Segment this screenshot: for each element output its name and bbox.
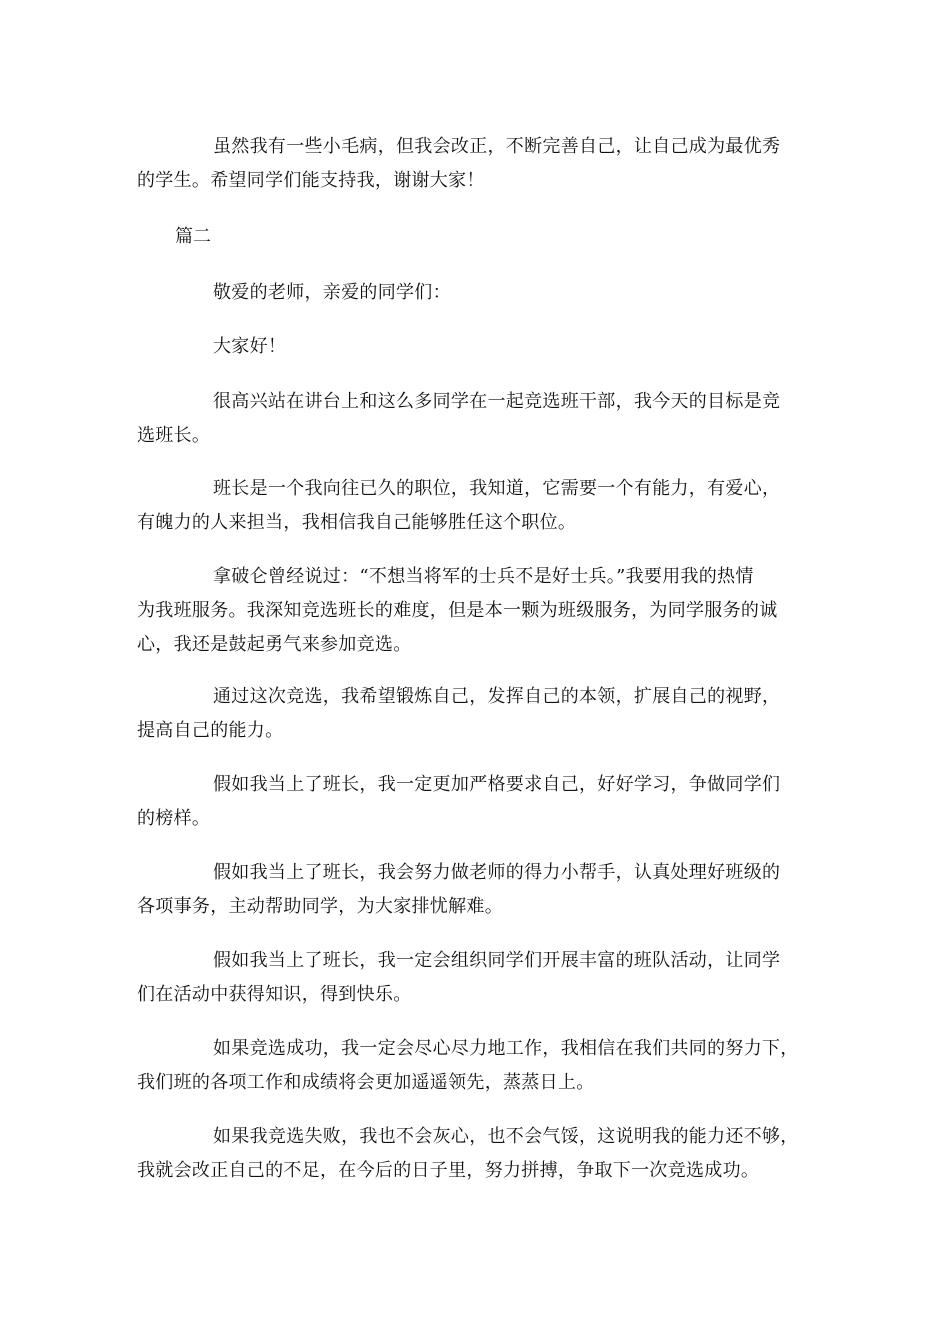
text-line: 我就会改正自己的不足，在今后的日子里，努力拼搏，争取下一次竞选成功。 (137, 1160, 760, 1181)
text-line: 提高自己的能力。 (137, 720, 284, 741)
paragraph-salutation (137, 276, 817, 310)
text-line: 心，我还是鼓起勇气来参加竞选。 (137, 634, 412, 655)
text-line: 们在活动中获得知识，得到快乐。 (137, 984, 412, 1005)
paragraph-greeting (137, 330, 817, 364)
paragraph-body (137, 1032, 817, 1100)
paragraph-body (137, 680, 817, 748)
text-line: 我们班的各项工作和成绩将会更加遥遥领先，蒸蒸日上。 (137, 1072, 595, 1093)
text-line: 假如我当上了班长，我会努力做老师的得力小帮手，认真处理好班级的 (213, 862, 781, 883)
text-line: 的榜样。 (137, 808, 211, 829)
text-line: 如果竞选成功，我一定会尽心尽力地工作，我相信在我们共同的努力下， (213, 1038, 799, 1059)
text-line: 的学生。希望同学们能支持我，谢谢大家！ (137, 170, 485, 191)
text-line: 敬爱的老师，亲爱的同学们： (213, 282, 451, 303)
text-line: 各项事务，主动帮助同学，为大家排忧解难。 (137, 896, 503, 917)
paragraph-body (137, 385, 817, 453)
text-line: 虽然我有一些小毛病，但我会改正，不断完善自己，让自己成为最优秀 (213, 136, 781, 157)
text-line: 为我班服务。我深知竞选班长的难度，但是本一颗为班级服务，为同学服务的诚 (137, 600, 778, 621)
paragraph-body (137, 1120, 817, 1188)
paragraph-body (137, 768, 817, 836)
paragraph-body (137, 472, 817, 540)
text-line: 通过这次竞选，我希望锻炼自己，发挥自己的本领，扩展自己的视野， (213, 686, 781, 707)
text-line: 假如我当上了班长，我一定会组织同学们开展丰富的班队活动，让同学 (213, 950, 781, 971)
text-line: 很高兴站在讲台上和这么多同学在一起竞选班干部，我今天的目标是竞 (213, 391, 781, 412)
text-line: 班长是一个我向往已久的职位，我知道，它需要一个有能力，有爱心， (213, 478, 781, 499)
text-line: 假如我当上了班长，我一定更加严格要求自己，好好学习，争做同学们 (213, 774, 781, 795)
section-heading: 篇二 (175, 226, 211, 247)
text-line: 有魄力的人来担当，我相信我自己能够胜任这个职位。 (137, 512, 577, 533)
paragraph-body (137, 560, 817, 662)
text-line: 拿破仑曾经说过：“不想当将军的士兵不是好士兵。”我要用我的热情 (213, 566, 754, 587)
paragraph-body (137, 944, 817, 1012)
paragraph-intro-end (137, 130, 817, 198)
text-line: 如果我竞选失败，我也不会灰心，也不会气馁，这说明我的能力还不够， (213, 1126, 799, 1147)
text-line: 选班长。 (137, 425, 211, 446)
paragraph-body (137, 856, 817, 924)
text-line: 大家好！ (213, 336, 287, 357)
